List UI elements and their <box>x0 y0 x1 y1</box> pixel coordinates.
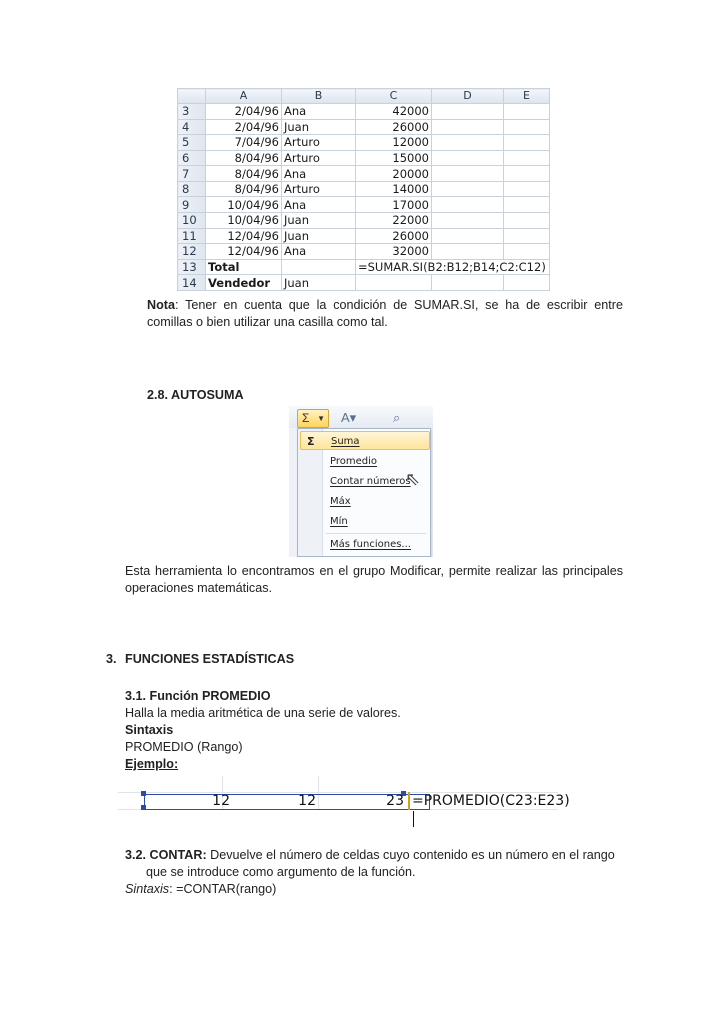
table-row <box>178 197 550 213</box>
row-number: 8 <box>178 181 206 197</box>
sort-filter-icon[interactable]: A▾ <box>341 410 357 425</box>
seller-cell: Juan <box>282 213 356 229</box>
promedio-formula-text: =PROMEDIO(C23:E23) <box>412 793 570 809</box>
contar-description: Devuelve el número de celdas cuyo contenido es un número en el rango que se introduce como argumento de la función. <box>146 848 615 879</box>
date-cell: 8/04/96 <box>206 150 282 166</box>
menu-item-label: Suma <box>331 436 360 447</box>
empty-cell <box>504 197 550 213</box>
promedio-formula-cell[interactable] <box>408 792 570 810</box>
empty-cell <box>432 228 504 244</box>
empty-cell <box>432 244 504 260</box>
empty-cell <box>504 150 550 166</box>
empty-cell <box>504 213 550 229</box>
empty-cell <box>356 275 432 291</box>
seller-cell: Ana <box>282 244 356 260</box>
seller-cell: Arturo <box>282 135 356 151</box>
amount-cell: 20000 <box>356 166 432 182</box>
menu-item-mas-funciones[interactable] <box>300 535 428 554</box>
table-row <box>178 135 550 151</box>
row-number: 5 <box>178 135 206 151</box>
empty-cell <box>432 275 504 291</box>
column-header-d: D <box>432 89 504 104</box>
row-number: 12 <box>178 244 206 260</box>
find-binoculars-icon[interactable]: ⌕ <box>393 410 401 425</box>
autosum-button[interactable] <box>297 409 329 428</box>
table-row <box>178 104 550 120</box>
ejemplo-label: Ejemplo: <box>125 757 179 771</box>
row-number: 11 <box>178 228 206 244</box>
nota-label: Nota <box>147 298 175 312</box>
empty-cell <box>432 119 504 135</box>
amount-cell: 32000 <box>356 244 432 260</box>
row-number: 13 <box>178 259 206 275</box>
sigma-icon: Σ <box>307 435 315 448</box>
total-label-cell: Total <box>206 259 282 275</box>
empty-cell <box>282 259 356 275</box>
promedio-example-screenshot <box>118 776 570 810</box>
menu-separator <box>326 533 426 534</box>
empty-cell <box>432 166 504 182</box>
column-header-b: B <box>282 89 356 104</box>
row-number: 14 <box>178 275 206 291</box>
row-number: 6 <box>178 150 206 166</box>
empty-cell <box>504 135 550 151</box>
date-cell: 12/04/96 <box>206 228 282 244</box>
total-row <box>178 259 550 275</box>
column-header-c: C <box>356 89 432 104</box>
empty-cell <box>504 119 550 135</box>
seller-cell: Arturo <box>282 181 356 197</box>
menu-item-min[interactable] <box>300 512 428 531</box>
example-cell-1: 12 <box>212 793 230 809</box>
table-row <box>178 244 550 260</box>
autosuma-menu-screenshot <box>289 406 433 557</box>
date-cell: 7/04/96 <box>206 135 282 151</box>
row-number: 7 <box>178 166 206 182</box>
amount-cell: 12000 <box>356 135 432 151</box>
contar-block <box>125 847 615 898</box>
empty-cell <box>432 104 504 120</box>
ribbon-toolbar <box>289 406 433 428</box>
empty-cell <box>432 197 504 213</box>
example-cell-3: 23 <box>386 793 404 809</box>
autosuma-description: Esta herramienta lo encontramos en el grupo Modificar, permite realizar las principales operaciones matemáticas. <box>125 564 623 595</box>
amount-cell: 14000 <box>356 181 432 197</box>
row-number: 3 <box>178 104 206 120</box>
nota-text: : Tener en cuenta que la condición de SUMAR.SI, se ha de escribir entre comillas o bien utilizar una casilla como tal. <box>147 298 623 329</box>
table-row <box>178 181 550 197</box>
section-3-heading: FUNCIONES ESTADÍSTICAS <box>125 652 295 666</box>
empty-cell <box>504 181 550 197</box>
date-cell: 2/04/96 <box>206 104 282 120</box>
empty-cell <box>504 166 550 182</box>
row-number: 10 <box>178 213 206 229</box>
seller-cell: Juan <box>282 228 356 244</box>
menu-item-max[interactable] <box>300 492 428 511</box>
table-row <box>178 119 550 135</box>
seller-cell: Ana <box>282 166 356 182</box>
sumar-si-formula-cell: =SUMAR.SI(B2:B12;B14;C2:C12) <box>356 259 550 275</box>
contar-syntax <box>125 881 615 898</box>
menu-item-label: Mín <box>330 516 348 527</box>
table-row <box>178 166 550 182</box>
menu-item-suma[interactable] <box>300 431 430 450</box>
menu-item-label: Máx <box>330 496 351 507</box>
amount-cell: 26000 <box>356 119 432 135</box>
seller-cell: Juan <box>282 119 356 135</box>
vendedor-value-cell: Juan <box>282 275 356 291</box>
empty-cell <box>432 181 504 197</box>
nota-paragraph <box>147 297 623 331</box>
seller-cell: Ana <box>282 197 356 213</box>
vendedor-label-cell: Vendedor <box>206 275 282 291</box>
date-cell: 10/04/96 <box>206 197 282 213</box>
promedio-syntax: PROMEDIO (Rango) <box>125 740 243 754</box>
example-cell-2: 12 <box>298 793 316 809</box>
selection-handle[interactable] <box>141 805 146 810</box>
sumar-si-spreadsheet <box>177 88 550 291</box>
empty-cell <box>432 135 504 151</box>
date-cell: 2/04/96 <box>206 119 282 135</box>
column-header-e: E <box>504 89 550 104</box>
amount-cell: 15000 <box>356 150 432 166</box>
amount-cell: 17000 <box>356 197 432 213</box>
seller-cell: Ana <box>282 104 356 120</box>
vendedor-row <box>178 275 550 291</box>
date-cell: 8/04/96 <box>206 166 282 182</box>
promedio-heading: 3.1. Función PROMEDIO <box>125 689 271 703</box>
empty-cell <box>504 104 550 120</box>
text-cursor <box>413 811 414 827</box>
menu-item-label: Más funciones... <box>330 539 411 550</box>
contar-sintaxis-value: : =CONTAR(rango) <box>169 882 277 896</box>
empty-cell <box>504 228 550 244</box>
promedio-description: Halla la media aritmética de una serie de valores. <box>125 706 401 720</box>
table-row <box>178 213 550 229</box>
contar-paragraph <box>125 847 615 881</box>
selection-handle[interactable] <box>141 791 146 796</box>
menu-item-label: Promedio <box>330 456 378 467</box>
empty-cell <box>504 244 550 260</box>
sintaxis-label: Sintaxis <box>125 723 174 737</box>
seller-cell: Arturo <box>282 150 356 166</box>
chevron-down-icon: ▼ <box>317 414 325 423</box>
promedio-block <box>125 688 625 773</box>
menu-item-label: Contar números <box>330 476 411 487</box>
amount-cell: 26000 <box>356 228 432 244</box>
empty-cell <box>504 275 550 291</box>
section-3-number: 3. <box>106 652 117 666</box>
date-cell: 8/04/96 <box>206 181 282 197</box>
row-number: 9 <box>178 197 206 213</box>
autosuma-heading: 2.8. AUTOSUMA <box>147 388 244 402</box>
column-header-a: A <box>206 89 282 104</box>
table-row <box>178 228 550 244</box>
sigma-icon: Σ <box>302 411 310 425</box>
date-cell: 12/04/96 <box>206 244 282 260</box>
table-row <box>178 150 550 166</box>
mouse-pointer-icon: ⇖ <box>405 469 421 489</box>
amount-cell: 42000 <box>356 104 432 120</box>
empty-cell <box>432 213 504 229</box>
amount-cell: 22000 <box>356 213 432 229</box>
contar-sintaxis-label: Sintaxis <box>125 882 170 896</box>
corner-cell <box>178 89 206 104</box>
empty-cell <box>432 150 504 166</box>
row-number: 4 <box>178 119 206 135</box>
date-cell: 10/04/96 <box>206 213 282 229</box>
column-header-row <box>178 89 550 104</box>
contar-heading: 3.2. CONTAR: <box>125 848 207 862</box>
autosum-dropdown-menu <box>297 428 431 557</box>
